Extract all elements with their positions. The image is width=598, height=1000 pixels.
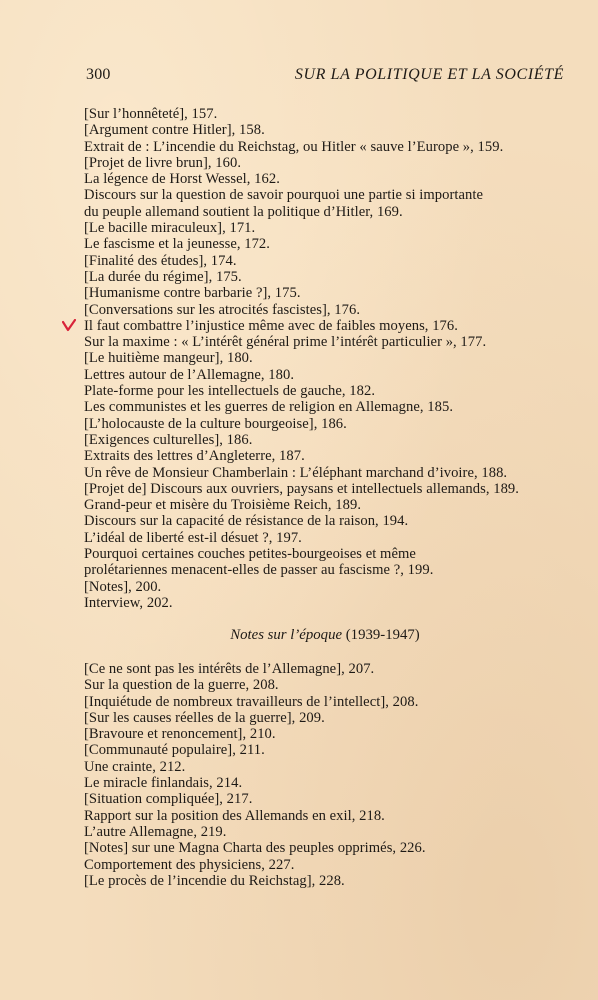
toc-entry: Pourquoi certaines couches petites-bourgeoises et même	[84, 546, 416, 563]
toc-entry: Sur la maxime : « L’intérêt général prime l’intérêt particulier », 177.	[84, 334, 487, 351]
toc-entry: [Notes], 200.	[84, 578, 162, 595]
running-title: SUR LA POLITIQUE ET LA SOCIÉTÉ	[294, 66, 564, 83]
toc-entry: [Conversations sur les atrocités fascistes], 176.	[84, 301, 361, 318]
toc-entry: Le miracle finlandais, 214.	[84, 775, 243, 792]
toc-entry: L’idéal de liberté est-il désuet ?, 197.	[84, 529, 302, 546]
toc-entry: Interview, 202.	[84, 594, 173, 611]
toc-entry: [Le procès de l’incendie du Reichstag], 228.	[84, 872, 345, 889]
section-title: Notes sur l’époque	[230, 627, 343, 643]
toc-entry: [La durée du régime], 175.	[84, 268, 242, 285]
toc-entry: Une crainte, 212.	[84, 758, 186, 775]
toc-entry: [Le bacille miraculeux], 171.	[84, 220, 256, 237]
toc-entry: Extraits des lettres d’Angleterre, 187.	[84, 448, 305, 465]
toc-entry-text: Il faut combattre l’injustice même avec de faibles moyens, 176.	[84, 317, 458, 334]
toc-entry: Comportement des physiciens, 227.	[84, 856, 295, 873]
toc-entry	[84, 318, 584, 334]
toc-entry: [Finalité des études], 174.	[84, 252, 237, 269]
toc-entry: [Argument contre Hitler], 158.	[84, 122, 265, 139]
toc-list-part2	[84, 661, 584, 889]
toc-entry: [Projet de livre brun], 160.	[84, 154, 242, 171]
toc-entry: [Situation compliquée], 217.	[84, 791, 253, 808]
check-mark-icon	[62, 319, 76, 333]
toc-entry: [Projet de] Discours aux ouvriers, paysans et intellectuels allemands, 189.	[84, 480, 519, 497]
toc-entry: Un rêve de Monsieur Chamberlain : L’éléphant marchand d’ivoire, 188.	[84, 464, 508, 481]
toc-entry: Lettres autour de l’Allemagne, 180.	[84, 366, 295, 383]
toc-entry: [Inquiétude de nombreux travailleurs de l’intellect], 208.	[84, 693, 419, 710]
toc-entry: L’autre Allemagne, 219.	[84, 823, 227, 840]
toc-entry: [Humanisme contre barbarie ?], 175.	[84, 285, 301, 302]
toc-entry: Discours sur la question de savoir pourquoi une partie si importante	[84, 187, 483, 204]
toc-entry: Extrait de : L’incendie du Reichstag, ou Hitler « sauve l’Europe », 159.	[84, 138, 504, 155]
toc-list-part1	[84, 106, 584, 611]
section-heading	[0, 627, 598, 644]
toc-entry: Sur la question de la guerre, 208.	[84, 677, 279, 694]
toc-entry: Le fascisme et la jeunesse, 172.	[84, 236, 270, 253]
toc-entry: [Bravoure et renoncement], 210.	[84, 726, 276, 743]
toc-entry: Rapport sur la position des Allemands en exil, 218.	[84, 807, 385, 824]
section-years: (1939-1947)	[345, 627, 420, 643]
toc-entry: Grand-peur et misère du Troisième Reich, 189.	[84, 497, 362, 514]
toc-entry: [Sur l’honnêteté], 157.	[84, 106, 218, 122]
toc-entry: La légence de Horst Wessel, 162.	[84, 171, 280, 188]
toc-entry: prolétariennes menacent-elles de passer au fascisme ?, 199.	[84, 562, 434, 579]
toc-entry: [L’holocauste de la culture bourgeoise], 186.	[84, 415, 347, 432]
toc-entry: [Ce ne sont pas les intérêts de l’Allemagne], 207.	[84, 661, 375, 677]
toc-entry: [Communauté populaire], 211.	[84, 742, 265, 759]
toc-entry: [Le huitième mangeur], 180.	[84, 350, 253, 367]
toc-entry: [Sur les causes réelles de la guerre], 209.	[84, 709, 325, 726]
toc-entry: Plate-forme pour les intellectuels de gauche, 182.	[84, 383, 376, 400]
page-header	[86, 66, 564, 90]
toc-entry: Les communistes et les guerres de religion en Allemagne, 185.	[84, 399, 454, 416]
toc-entry: [Exigences culturelles], 186.	[84, 431, 253, 448]
toc-entry: du peuple allemand soutient la politique d’Hitler, 169.	[84, 203, 403, 220]
toc-entry: [Notes] sur une Magna Charta des peuples opprimés, 226.	[84, 840, 426, 857]
page-number: 300	[86, 66, 111, 83]
toc-entry: Discours sur la capacité de résistance de la raison, 194.	[84, 513, 409, 530]
